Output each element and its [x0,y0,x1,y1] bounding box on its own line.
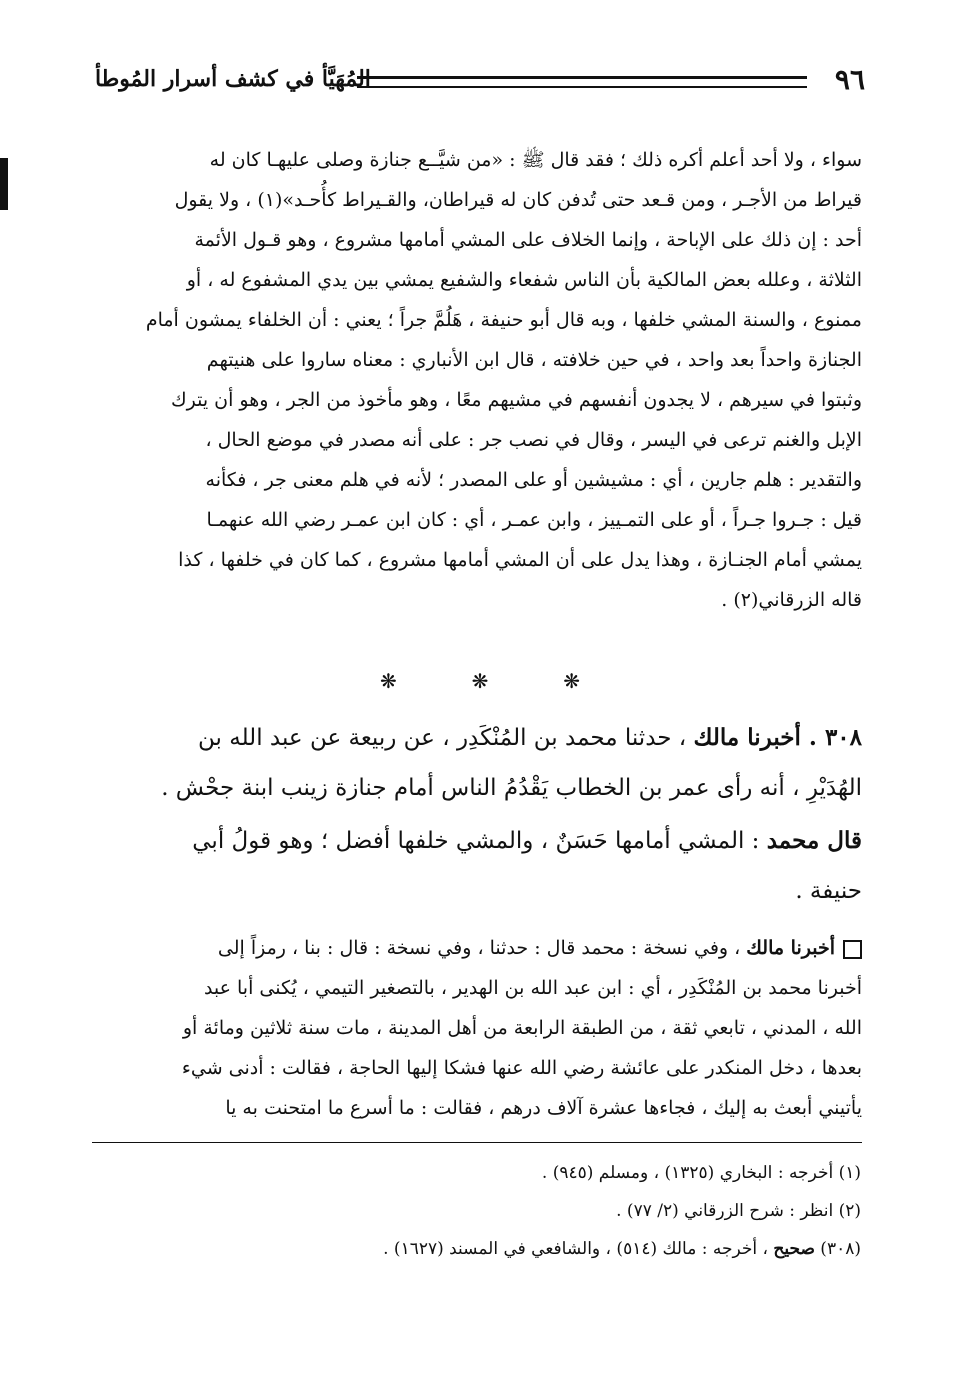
footnote-text: ، أخرجه : مالك (٥١٤) ، والشافعي في المسند (١٦٢٧) . [383,1239,774,1259]
commentary-line: الثلاثة ، وعلله بعض المالكية بأن الناس شفعاء والشفيع يمشي بين يدي المشفوع له ، أو [186,269,862,291]
commentary-line: يمشي أمام الجنـازة ، وهذا يدل على أن المشي أمامها مشروع ، كما كان في خلفها ، كذا [178,549,862,571]
star-icon: ❋ [380,669,397,693]
footnote-divider [92,1142,862,1143]
margin-marker [0,158,8,210]
square-marker-icon [843,940,862,959]
footnote-1: (١) أخرجه : البخاري (١٣٢٥) ، ومسلم (٩٤٥) . [541,1163,861,1183]
commentary-line: وثبتوا في سيرهم ، لا يجدون أنفسهم في مشيهم معًا ، وهو مأخوذ من الجر ، وهو أن يترك [170,389,862,411]
star-icon: ❋ [471,669,489,693]
hadith-line [92,713,862,763]
explanation-line: الله ، المدني ، تابعي ثقة ، من الطبقة الرابعة من أهل المدينة ، مات سنة ثلاثين ومائة أو [182,1017,862,1039]
grading-label: صحيح [773,1239,815,1259]
statement-text: : المشي أمامها حَسَنٌ ، والمشي خلفها أفضل ؛ وهو قولُ أبي [192,828,767,854]
footnote-2: (٢) انظر : شرح الزرقاني (٢/ ٧٧) . [616,1201,861,1221]
statement-line [92,816,862,866]
explanation-lead: أخبرنا مالك [746,937,835,959]
commentary-line: والتقدير : هلم جارين ، أي : مشيشين أو على المصدر ؛ لأنه في هلم معنى جر ، فكأنه [205,469,862,491]
statement-line: حنيفة . [795,878,862,904]
commentary-line: قيل : جـروا جـراً ، أو على التمـييز ، وابن عمـر ، أي : كان ابن عمـر رضي الله عنهمـا [206,509,862,531]
explanation-text: ، وفي نسخة : محمد قال : حدثنا ، وفي نسخة : قال : بنا ، رمزاً إلى [217,937,747,959]
footnote-number: (٣٠٨) [814,1239,861,1259]
commentary-line: الإبل والغنم ترعى في اليسر ، وقال في نصب جر : على أنه مصدر في موضع الحال ، [205,429,862,451]
commentary-line: أحد : إن ذلك على الإباحة ، وإنما الخلاف على المشي أمامها مشروع ، وهو قـول الأئمة [194,229,862,251]
page-header [95,62,865,102]
footnote-3 [91,1230,861,1268]
author-statement [92,816,862,916]
page-number: ٩٦ [834,63,865,96]
header-rule [357,76,807,88]
commentary-line: سواء ، ولا أحد أعلم أكره ذلك ؛ فقد قال ﷺ : «من شيَّــع جنازة وصلى عليهـا كان له [209,149,862,171]
footnotes [91,1154,861,1268]
commentary-block [92,140,862,620]
explanation-block [92,928,862,1128]
explanation-line: يأتيني أبعث به إليك ، فجاءها عشرة آلاف درهم ، فقالت : ما أسرع ما امتحنت به يا [225,1097,862,1119]
hadith-line-text: ، حدثنا محمد بن المُنْكَدِر ، عن ربيعة عن عبد الله بن [198,725,694,751]
hadith-line: الهُدَيْرِ ، أنه رأى عمر بن الخطاب يَقْدُمُ الناس أمام جنازة زينب ابنة جحْش . [161,775,862,801]
statement-label: قال محمد [766,827,862,854]
star-icon: ❋ [563,669,580,693]
commentary-line: الجنازة واحداً بعد واحد ، في حين خلافته ، قال ابن الأنباري : معناه ساروا على هنيتهم [206,349,862,371]
commentary-line: قيراط من الأجـر ، ومن قـعد حتى تُدفن كان له قيراطان، والقـيراط كأُحـد»(١) ، ولا يقول [174,189,862,211]
explanation-line: أخبرنا محمد بن المُنْكَدِر ، أي : ابن عبد الله بن الهدير ، بالتصغير التيمي ، يُكنى أبا عبد [203,977,862,999]
explanation-line [92,928,862,968]
section-separator [380,668,580,694]
book-title: المُهَيَّأ في كشف أسرار المُوطأ [95,66,371,92]
commentary-line: ممنوع ، والسنة المشي خلفها ، وبه قال أبو حنيفة ، هَلُمَّ جراً ؛ يعني : أن الخلفاء يمشون أمام [145,309,862,331]
commentary-line: قاله الزرقاني(٢) . [721,589,862,611]
hadith-number-label: ٣٠٨ . أخبرنا مالك [693,724,862,751]
hadith-text [92,713,862,813]
explanation-line: بعدها ، دخل المنكدر على عائشة رضي الله عنها فشكا إليها الحاجة ، فقالت : أدنى شيء [181,1057,862,1079]
